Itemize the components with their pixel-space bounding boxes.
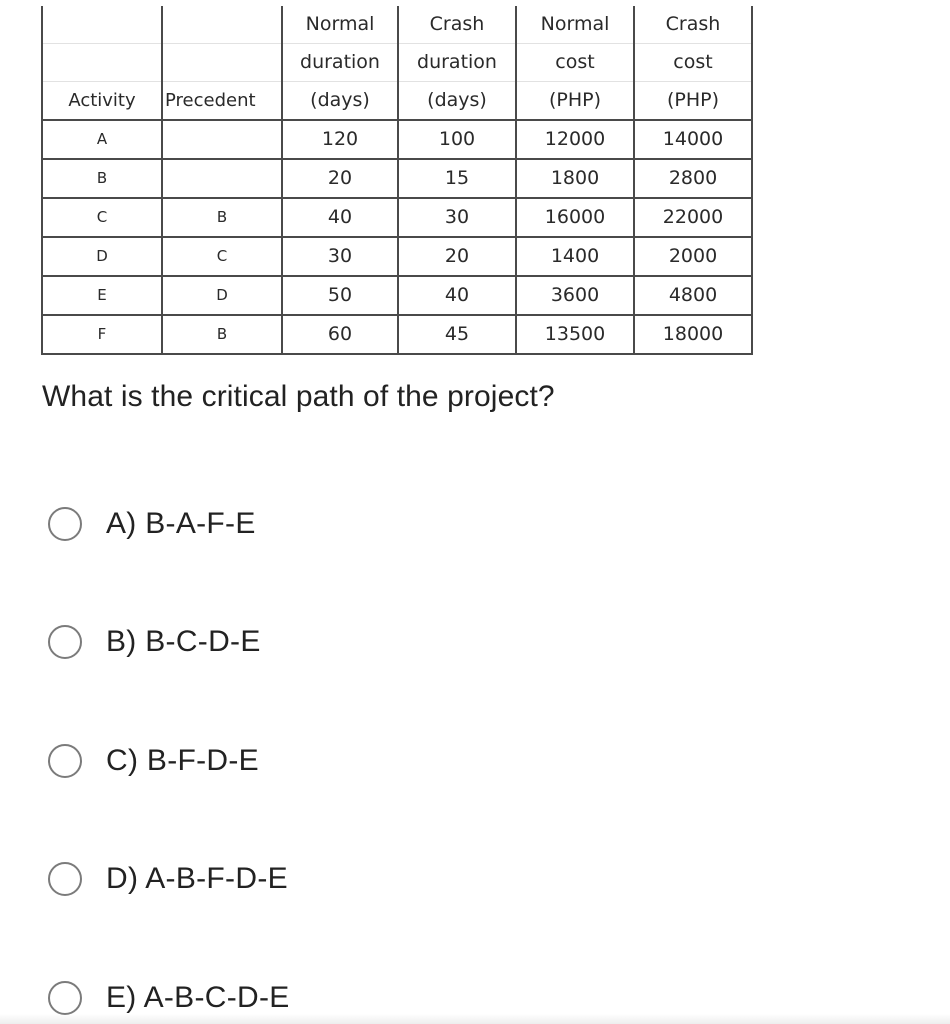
table-row	[42, 276, 752, 315]
header-cell	[42, 6, 162, 44]
question-text: What is the critical path of the project?	[42, 380, 555, 413]
table-row	[42, 237, 752, 276]
radio-button[interactable]	[48, 507, 82, 541]
header-cell	[162, 6, 282, 44]
answer-option-e[interactable]	[48, 981, 290, 1015]
header-cell: cost	[516, 44, 634, 82]
table-cell: 16000	[516, 198, 634, 237]
table-cell: B	[42, 159, 162, 198]
option-label: E) A-B-C-D-E	[106, 981, 290, 1014]
table-cell: C	[42, 198, 162, 237]
option-label: A) B-A-F-E	[106, 507, 256, 540]
header-cell: Normal	[516, 6, 634, 44]
radio-button[interactable]	[48, 862, 82, 896]
table-cell: 15	[398, 159, 516, 198]
activity-table-image	[41, 6, 753, 355]
header-cell: Activity	[42, 82, 162, 121]
table-cell: 1800	[516, 159, 634, 198]
table-row	[42, 198, 752, 237]
table-cell: 120	[282, 120, 398, 159]
table-cell: 50	[282, 276, 398, 315]
table-header-row	[42, 82, 752, 121]
header-cell: duration	[282, 44, 398, 82]
table-cell: 20	[282, 159, 398, 198]
header-cell: Precedent	[162, 82, 282, 121]
table-cell: 45	[398, 315, 516, 354]
option-label: D) A-B-F-D-E	[106, 862, 288, 895]
table-cell: 20	[398, 237, 516, 276]
radio-button[interactable]	[48, 744, 82, 778]
table-row	[42, 120, 752, 159]
table-cell: 60	[282, 315, 398, 354]
header-cell	[42, 44, 162, 82]
table-cell	[162, 159, 282, 198]
answer-option-a[interactable]	[48, 507, 256, 541]
table-cell: A	[42, 120, 162, 159]
table-cell: F	[42, 315, 162, 354]
bottom-fade	[0, 1014, 950, 1024]
option-label: C) B-F-D-E	[106, 744, 259, 777]
table-row	[42, 315, 752, 354]
table-row	[42, 159, 752, 198]
table-cell: 13500	[516, 315, 634, 354]
table-header-row	[42, 6, 752, 44]
header-cell: Normal	[282, 6, 398, 44]
header-cell: (days)	[398, 82, 516, 121]
radio-button[interactable]	[48, 625, 82, 659]
table-header-row	[42, 44, 752, 82]
table-cell: 3600	[516, 276, 634, 315]
radio-button[interactable]	[48, 981, 82, 1015]
activity-table	[41, 6, 753, 355]
table-cell: 22000	[634, 198, 752, 237]
header-cell: Crash	[398, 6, 516, 44]
header-cell: (PHP)	[516, 82, 634, 121]
table-cell: 14000	[634, 120, 752, 159]
table-cell	[162, 120, 282, 159]
option-label: B) B-C-D-E	[106, 625, 261, 658]
table-cell: D	[162, 276, 282, 315]
table-cell: 1400	[516, 237, 634, 276]
table-cell: D	[42, 237, 162, 276]
table-cell: E	[42, 276, 162, 315]
header-cell: Crash	[634, 6, 752, 44]
table-cell: 30	[282, 237, 398, 276]
answer-option-b[interactable]	[48, 625, 261, 659]
answer-option-d[interactable]	[48, 862, 288, 896]
table-cell: 12000	[516, 120, 634, 159]
header-cell: (PHP)	[634, 82, 752, 121]
header-cell: (days)	[282, 82, 398, 121]
header-cell: cost	[634, 44, 752, 82]
header-cell	[162, 44, 282, 82]
table-cell: 30	[398, 198, 516, 237]
header-cell: duration	[398, 44, 516, 82]
table-cell: 4800	[634, 276, 752, 315]
answer-option-c[interactable]	[48, 744, 259, 778]
table-cell: 40	[398, 276, 516, 315]
table-cell: 40	[282, 198, 398, 237]
table-cell: C	[162, 237, 282, 276]
table-cell: B	[162, 315, 282, 354]
table-cell: 2800	[634, 159, 752, 198]
table-cell: 18000	[634, 315, 752, 354]
table-cell: 2000	[634, 237, 752, 276]
table-cell: 100	[398, 120, 516, 159]
table-cell: B	[162, 198, 282, 237]
